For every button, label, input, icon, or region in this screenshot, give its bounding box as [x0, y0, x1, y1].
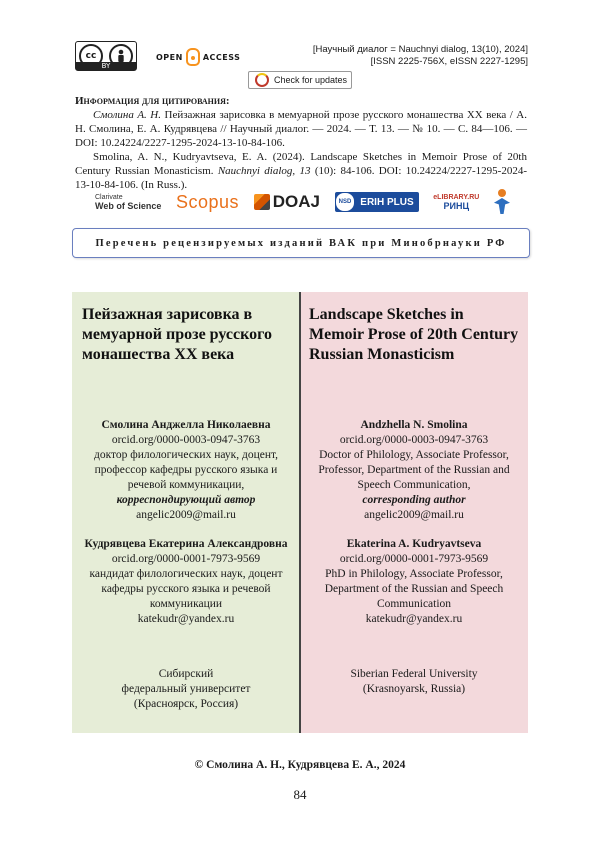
citation-en-rest: (10): 84-106. DOI: 10.24224/2227-1295-2024-13-10-84-106. (In Russ.). [75, 165, 527, 191]
check-for-updates-button[interactable] [248, 71, 352, 89]
elibrary-text: eLIBRARY.RU [433, 193, 480, 201]
author1-position-en: Doctor of Philology, Associate Professor, Professor, Department of the Russian and Speech Communication, [318, 449, 510, 491]
person-body [494, 198, 510, 214]
author1-email-ru[interactable]: angelic2009@mail.ru [136, 509, 236, 521]
affiliation-ru-line3: (Красноярск, Россия) [133, 698, 239, 710]
journal-ref-line: [Научный диалог = Nauchnyi dialog, 13(10), 2024] [312, 44, 528, 55]
erih-plus-logo[interactable] [335, 192, 419, 212]
check-updates-label: Check for updates [274, 75, 348, 85]
person-logo-icon[interactable] [494, 189, 510, 215]
crossmark-icon [255, 73, 269, 87]
citation-ru-authors: Смолина А. Н. [93, 109, 161, 121]
author2-orcid-ru[interactable]: orcid.org/0000-0001-7973-9569 [111, 553, 261, 565]
author1-name-ru: Смолина Анджелла Николаевна [101, 419, 271, 431]
open-access-lock-icon [186, 48, 200, 66]
affiliation-ru-line1: Сибирский [158, 668, 214, 680]
article-title-en: Landscape Sketches in Memoir Prose of 20th Century Russian Monasticism [309, 306, 519, 363]
author1-position-ru: доктор филологических наук, доцент, профессор кафедры русского языка и речевой коммуникации, [93, 449, 279, 491]
author2-email-ru[interactable]: katekudr@yandex.ru [137, 613, 235, 625]
author1-orcid-en[interactable]: orcid.org/0000-0003-0947-3763 [339, 434, 489, 446]
vak-list-banner: Перечень рецензируемых изданий ВАК при Минобрнауки РФ [72, 228, 530, 258]
column-divider [299, 292, 301, 733]
citation-block [75, 94, 527, 192]
author1-name-en: Andzhella N. Smolina [360, 419, 468, 431]
issn-line: [ISSN 2225-756X, eISSN 2227-1295] [370, 56, 528, 67]
author2-position-ru: кандидат филологических наук, доцент кафедры русского языка и речевой коммуникации [89, 568, 283, 610]
author2-name-en: Ekaterina A. Kudryavtseva [346, 538, 482, 550]
citation-heading: Информация для цитирования: [75, 95, 230, 107]
clarivate-text: Clarivate [95, 193, 123, 201]
copyright-line: © Смолина А. Н., Кудрявцева Е. А., 2024 [194, 759, 406, 771]
indexing-logos [95, 184, 510, 220]
citation-ru [75, 108, 527, 150]
affiliation-en-line1: Siberian Federal University [350, 668, 478, 680]
citation-en-start: Smolina, A. N., Kudryavtseva, E. A. (2024). Landscape Sketches in Memoir Prose of 20th Century Russian Monasticism. [75, 151, 527, 177]
page-number: 84 [293, 787, 307, 802]
doaj-mark-icon [254, 194, 270, 210]
article-title-ru: Пейзажная зарисовка в мемуарной прозе русского монашества XX века [82, 306, 272, 363]
citation-ru-rest: Пейзажная зарисовка в мемуарной прозе русского монашества XX века / А. Н. Смолина, Е. А. Кудрявцева // Научный диалог. — 2024. — Т. 13. — № 10. — С. 84—106. — DOI: 10.24224/2227-1295-2024-13-10-84-106. [75, 109, 528, 149]
web-of-science-logo[interactable] [95, 193, 161, 212]
rinc-text: РИНЦ [443, 200, 470, 211]
affiliation-en [308, 667, 520, 697]
affiliation-en-line2: (Krasnoyarsk, Russia) [362, 683, 466, 695]
author1-corresponding-en: corresponding author [362, 494, 466, 506]
authors-ru [80, 418, 292, 627]
wos-text: Web of Science [95, 200, 162, 211]
elibrary-rinc-logo[interactable] [433, 194, 479, 211]
by-label: BY [76, 62, 136, 70]
person-head [498, 189, 506, 197]
scopus-logo[interactable]: Scopus [176, 191, 240, 212]
open-access-logo [156, 48, 240, 66]
erih-text: ERIH PLUS [360, 196, 414, 208]
citation-en-journal: Nauchnyi dialog, 13 [217, 165, 311, 177]
doaj-text: DOAJ [272, 192, 320, 211]
author2-email-en[interactable]: katekudr@yandex.ru [365, 613, 463, 625]
nsd-badge: NSD [335, 192, 356, 212]
cc-icon: cc [79, 44, 103, 68]
author2-name-ru: Кудрявцева Екатерина Александровна [84, 538, 288, 550]
affiliation-ru-line2: федеральный университет [121, 683, 251, 695]
authors-en [308, 418, 520, 627]
affiliation-ru [80, 667, 292, 712]
author2-orcid-en[interactable]: orcid.org/0000-0001-7973-9569 [339, 553, 489, 565]
cc-by-license-badge[interactable] [75, 41, 137, 71]
author1-email-en[interactable]: angelic2009@mail.ru [364, 509, 464, 521]
doaj-logo[interactable] [254, 192, 320, 212]
author1-corresponding-ru: корреспондирующий автор [116, 494, 256, 506]
oa-access-text: ACCESS [202, 52, 241, 62]
oa-open-text: OPEN [156, 52, 183, 62]
journal-reference [313, 44, 528, 68]
author1-orcid-ru[interactable]: orcid.org/0000-0003-0947-3763 [111, 434, 261, 446]
author2-position-en: PhD in Philology, Associate Professor, Department of the Russian and Speech Communication [324, 568, 504, 610]
